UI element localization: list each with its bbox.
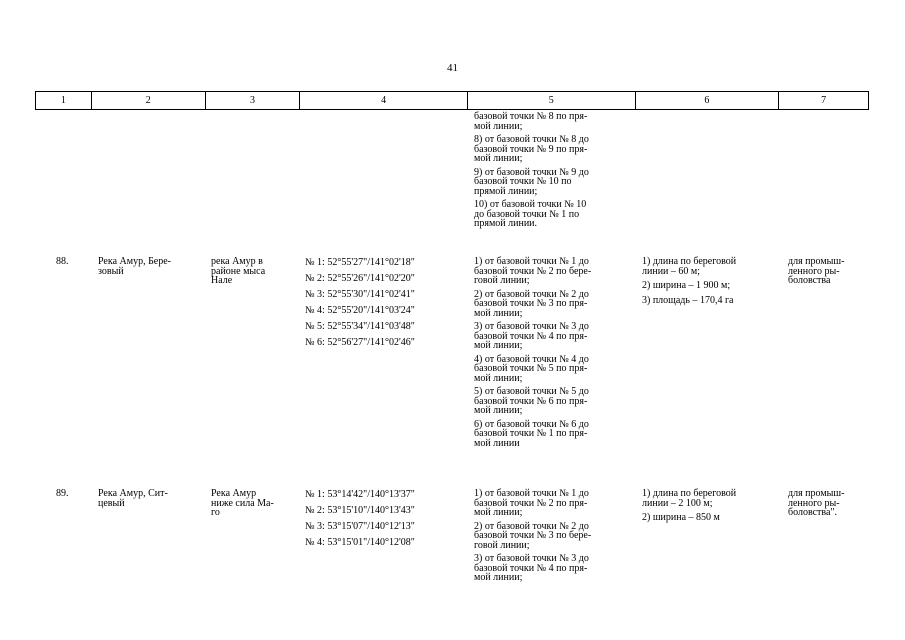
area-name: Река Амур, Сит- цевый (98, 488, 168, 509)
boundary-line-text: 3) от базовой точки № 3 до базовой точки № 4 по пря- мой линии; (474, 321, 589, 351)
table-header-row (35, 91, 869, 110)
boundary-line-text: 2) от базовой точки № 2 до базовой точки № 3 по пря- мой линии; (474, 288, 589, 319)
coordinate-item: № 4: 53°15'01"/140°12'08" (305, 537, 415, 548)
area-purpose: для промыш- ленного ры- боловства". (788, 488, 845, 518)
header-col-2: 2 (92, 92, 206, 109)
boundary-line-text: 8) от базовой точки № 8 до базовой точки № 9 по пря- мой линии; (474, 134, 589, 164)
coordinate-item: № 2: 52°55'26"/141°02'20" (305, 273, 415, 284)
area-location: Река Амур ниже сила Ма- го (211, 488, 274, 518)
header-col-3: 3 (206, 92, 301, 109)
area-purpose: для промыш- ленного ры- боловства (788, 256, 845, 286)
header-col-4: 4 (300, 92, 468, 109)
header-col-7: 7 (821, 95, 827, 106)
dimension-text: 3) площадь – 170,4 га (642, 294, 734, 306)
boundary-line-text: 2) от базовой точки № 2 до базовой точки № 3 по бере- говой линии; (474, 520, 592, 551)
area-name: Река Амур, Бере- зовый (98, 256, 172, 277)
coordinate-item: № 1: 53°14'42"/140°13'37" (305, 489, 415, 500)
page-number: 41 (447, 62, 458, 74)
area-dimensions (642, 257, 778, 310)
coordinate-item: № 1: 52°55'27"/141°02'18" (305, 257, 415, 268)
boundary-line-text: базовой точки № 8 по пря- мой линии; (474, 111, 588, 132)
boundary-line-text: 1) от базовой точки № 1 до базовой точки № 2 по пря- мой линии; (474, 488, 589, 518)
boundary-line-text: 10) от базовой точки № 10 до базовой точки № 1 по прямой линии. (474, 199, 587, 229)
coordinates-list (305, 489, 465, 553)
coordinate-item: № 5: 52°55'34"/141°03'48" (305, 321, 415, 332)
continuation-boundary-lines (474, 112, 634, 233)
area-dimensions (642, 489, 778, 528)
coordinates-list (305, 257, 465, 353)
coordinate-item: № 3: 53°15'07"/140°12'13" (305, 521, 415, 532)
coordinate-item: № 2: 53°15'10"/140°13'43" (305, 505, 415, 516)
header-col-6: 6 (636, 92, 780, 109)
boundary-line-text: 4) от базовой точки № 4 до базовой точки № 5 по пря- мой линии; (474, 353, 589, 384)
coordinate-item: № 6: 52°56'27"/141°02'46" (305, 337, 415, 348)
boundary-lines (474, 489, 634, 587)
boundary-lines (474, 257, 634, 452)
row-number: 89. (56, 488, 69, 499)
coordinate-item: № 4: 52°55'20"/141°03'24" (305, 305, 415, 316)
header-col-1: 1 (36, 92, 92, 109)
dimension-text: 2) ширина – 1 900 м; (642, 280, 731, 291)
row-number: 88. (56, 256, 69, 267)
boundary-line-text: 3) от базовой точки № 3 до базовой точки № 4 по пря- мой линии; (474, 553, 589, 583)
area-location: река Амур в районе мыса Нале (211, 256, 266, 286)
boundary-line-text: 9) от базовой точки № 9 до базовой точки № 10 по прямой линии; (474, 166, 589, 197)
dimension-text: 1) длина по береговой линии – 60 м; (642, 256, 737, 277)
dimension-text: 1) длина по береговой линии – 2 100 м; (642, 488, 737, 509)
dimension-text: 2) ширина – 850 м (642, 512, 720, 523)
boundary-line-text: 6) от базовой точки № 6 до базовой точки № 1 по пря- мой линии (474, 418, 589, 449)
boundary-line-text: 1) от базовой точки № 1 до базовой точки № 2 по бере- говой линии; (474, 256, 592, 286)
coordinate-item: № 3: 52°55'30"/141°02'41" (305, 289, 415, 300)
boundary-line-text: 5) от базовой точки № 5 до базовой точки № 6 по пря- мой линии; (474, 386, 589, 416)
header-col-5: 5 (468, 92, 636, 109)
